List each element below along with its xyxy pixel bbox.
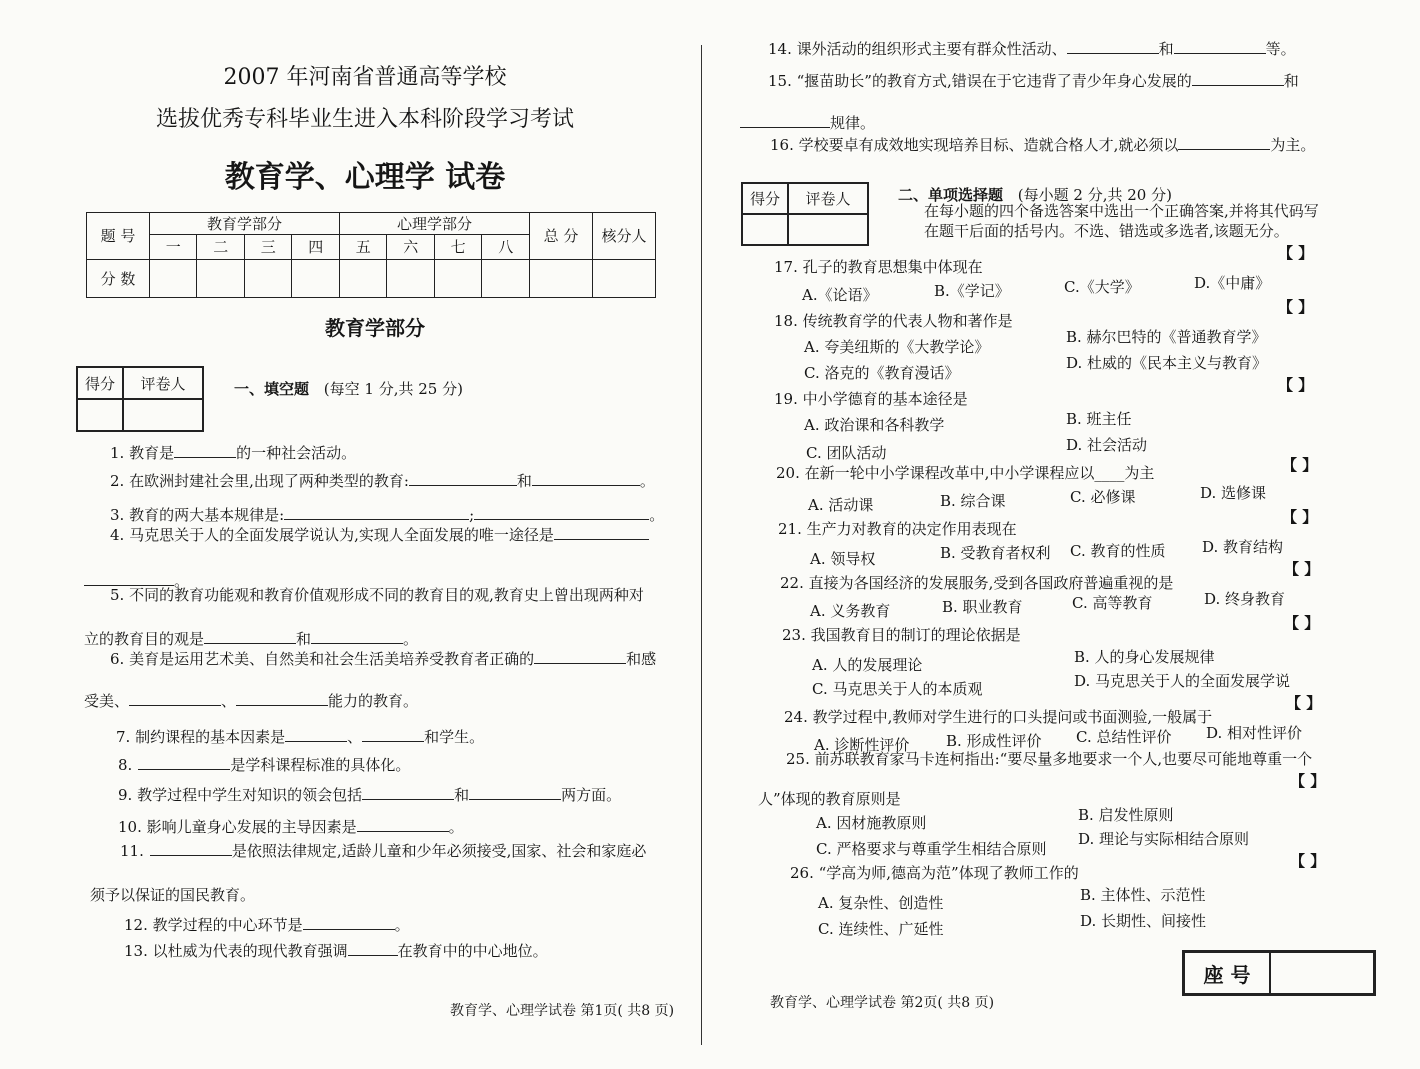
footer-right: 教育学、心理学试卷 第2页( 共8 页) (770, 995, 995, 1011)
choice-q23-b[interactable]: B. 人的身心发展规律 (1074, 648, 1215, 666)
fill-q11 (120, 840, 646, 861)
q15-end: 规律。 (830, 114, 876, 132)
q9-text: 9. 教学过程中学生对知识的领会包括 (118, 786, 363, 804)
q9-and: 和 (454, 786, 470, 804)
answer-blank[interactable] (409, 484, 517, 486)
choice-q21-stem: 21. 生产力对教育的决定作用表现在 (778, 520, 1017, 538)
choice-q22-stem: 22. 直接为各国经济的发展服务,受到各国政府普遍重视的是 (780, 574, 1174, 592)
seat-number-cell[interactable] (1270, 952, 1374, 994)
q7-text: 7. 制约课程的基本因素是 (116, 728, 286, 746)
fill-q9 (118, 784, 621, 805)
choice-q25-d[interactable]: D. 理论与实际相结合原则 (1078, 830, 1250, 848)
grader-grader-cell (788, 214, 868, 245)
score-table-score-label: 分 数 (87, 259, 150, 297)
page-divider (701, 45, 702, 1045)
score-table-num: 四 (292, 235, 340, 259)
answer-bracket[interactable]: 【 】 (1290, 772, 1326, 790)
choice-q18-a[interactable]: A. 夸美纽斯的《大教学论》 (804, 338, 990, 356)
choice-q23-stem: 23. 我国教育目的制订的理论依据是 (782, 626, 1021, 644)
answer-blank[interactable] (150, 854, 232, 856)
choice-q24-stem: 24. 教学过程中,教师对学生进行的口头提问或书面测验,一般属于 (784, 708, 1213, 726)
choice-q19-b[interactable]: B. 班主任 (1066, 410, 1132, 428)
answer-blank[interactable] (1174, 52, 1266, 54)
score-table-total: 总 分 (530, 213, 593, 260)
answer-bracket[interactable]: 【 】 (1290, 852, 1326, 870)
choice-q25-c[interactable]: C. 严格要求与尊重学生相结合原则 (816, 840, 1047, 858)
answer-blank[interactable] (474, 518, 649, 520)
choice-q24-a[interactable]: A. 诊断性评价 (814, 736, 910, 754)
q2-end: 。 (639, 472, 655, 490)
answer-blank[interactable] (554, 538, 649, 540)
score-cell (593, 259, 656, 297)
answer-bracket[interactable]: 【 】 (1278, 376, 1314, 394)
choice-q24-d[interactable]: D. 相对性评价 (1206, 724, 1303, 742)
score-table-num: 八 (482, 235, 530, 259)
choice-q19-c[interactable]: C. 团队活动 (806, 444, 887, 462)
answer-blank[interactable] (284, 518, 469, 520)
answer-blank[interactable] (236, 704, 328, 706)
q1-text: 1. 教育是 (110, 444, 175, 462)
section-title-education: 教育学部分 (325, 316, 425, 340)
answer-blank[interactable] (362, 740, 424, 742)
fill-q6-cont (84, 690, 418, 711)
choice-q22-b[interactable]: B. 职业教育 (942, 598, 1023, 616)
q2-and: 和 (516, 472, 532, 490)
grader-grader-label: 评卷人 (123, 367, 203, 399)
answer-blank[interactable] (469, 798, 561, 800)
choice-q17-b[interactable]: B.《学记》 (934, 282, 1010, 300)
score-cell (434, 259, 481, 297)
answer-blank[interactable] (303, 928, 395, 930)
part1-title: 一、填空题 (234, 380, 310, 398)
fill-q14 (768, 38, 1296, 59)
choice-q24-b[interactable]: B. 形成性评价 (946, 732, 1042, 750)
q6-text: 6. 美育是运用艺术美、自然美和社会生活美培养受教育者正确的 (110, 650, 535, 668)
answer-blank[interactable] (1178, 148, 1270, 150)
answer-blank[interactable] (311, 642, 403, 644)
q14-and: 和 (1158, 40, 1174, 58)
grader-box-left (76, 366, 204, 432)
score-table-num: 一 (150, 235, 197, 259)
fill-q7 (116, 726, 484, 747)
choice-q25-stem-cont: 人”体现的教育原则是 (758, 790, 901, 808)
part2-title: 二、单项选择题 (898, 186, 1004, 204)
q13-end: 在教育中的中心地位。 (397, 942, 548, 960)
choice-q21-d[interactable]: D. 教育结构 (1202, 538, 1284, 556)
choice-q18-d[interactable]: D. 杜威的《民本主义与教育》 (1066, 354, 1268, 372)
fill-q12 (124, 914, 410, 935)
answer-blank[interactable] (174, 456, 236, 458)
q6-end: 能力的教育。 (328, 692, 419, 710)
grader-score-cell (77, 399, 123, 431)
choice-q24-c[interactable]: C. 总结性评价 (1076, 728, 1172, 746)
q14-text: 14. 课外活动的组织形式主要有群众性活动、 (768, 40, 1067, 58)
q13-text: 13. 以杜威为代表的现代教育强调 (124, 942, 348, 960)
q2-text: 2. 在欧洲封建社会里,出现了两种类型的教育: (110, 472, 409, 490)
q4-text: 4. 马克思关于人的全面发展学说认为,实现人全面发展的唯一途径是 (110, 526, 554, 544)
q10-end: 。 (448, 818, 464, 836)
q15-text: 15. “揠苗助长”的教育方式,错误在于它违背了青少年身心发展的 (768, 72, 1192, 90)
answer-bracket[interactable]: 【 】 (1278, 298, 1314, 316)
q10-text: 10. 影响儿童身心发展的主导因素是 (118, 818, 357, 836)
q3-sep: ; (469, 506, 475, 524)
score-table-question-label: 题 号 (87, 213, 150, 260)
choice-q20-b[interactable]: B. 综合课 (940, 492, 1006, 510)
choice-q26-d[interactable]: D. 长期性、间接性 (1080, 912, 1207, 930)
q9-end: 两方面。 (561, 786, 622, 804)
fill-q10 (118, 816, 464, 837)
score-cell (244, 259, 291, 297)
fill-q15 (768, 70, 1299, 91)
answer-bracket[interactable]: 【 】 (1278, 244, 1314, 262)
part2-note: (每小题 2 分,共 20 分) (1017, 186, 1172, 204)
answer-blank[interactable] (534, 662, 626, 664)
q15-and: 和 (1283, 72, 1299, 90)
grader-score-label: 得分 (742, 183, 788, 214)
exam-header-line2: 选拔优秀专科毕业生进入本科阶段学习考试 (155, 107, 574, 132)
grader-grader-label: 评卷人 (788, 183, 868, 214)
q5-end: 。 (403, 630, 419, 648)
choice-q18-c[interactable]: C. 洛克的《教育漫话》 (804, 364, 960, 382)
answer-bracket[interactable]: 【 】 (1284, 560, 1320, 578)
part2-desc-line2: 在题干后面的括号内。不选、错选或多选者,该题无分。 (924, 222, 1289, 240)
choice-q21-c[interactable]: C. 教育的性质 (1070, 542, 1166, 560)
choice-q21-b[interactable]: B. 受教育者权利 (940, 544, 1051, 562)
score-table-num: 七 (434, 235, 481, 259)
answer-bracket[interactable]: 【 】 (1286, 694, 1322, 712)
answer-bracket[interactable]: 【 】 (1282, 508, 1318, 526)
grader-box-right (741, 182, 869, 246)
answer-blank[interactable] (357, 830, 449, 832)
choice-q25-a[interactable]: A. 因材施教原则 (816, 814, 927, 832)
score-cell (482, 259, 530, 297)
score-table-edu-group: 教育学部分 (150, 213, 340, 235)
answer-bracket[interactable]: 【 】 (1282, 456, 1318, 474)
choice-q20-c[interactable]: C. 必修课 (1070, 488, 1136, 506)
choice-q17-a[interactable]: A.《论语》 (802, 286, 878, 304)
choice-q22-d[interactable]: D. 终身教育 (1204, 590, 1286, 608)
choice-q23-c[interactable]: C. 马克思关于人的本质观 (812, 680, 983, 698)
exam-header-line1: 2007 年河南省普通高等学校 (223, 65, 507, 90)
choice-q26-a[interactable]: A. 复杂性、创造性 (818, 894, 944, 912)
answer-blank[interactable] (129, 704, 221, 706)
q5-text: 立的教育目的观是 (84, 630, 205, 648)
score-cell (197, 259, 244, 297)
choice-q20-d[interactable]: D. 选修课 (1200, 484, 1267, 502)
q6-sep: 、 (221, 692, 237, 710)
answer-blank[interactable] (740, 126, 830, 128)
choice-q26-c[interactable]: C. 连续性、广延性 (818, 920, 944, 938)
answer-blank[interactable] (138, 768, 230, 770)
score-table-num: 五 (339, 235, 386, 259)
choice-q23-d[interactable]: D. 马克思关于人的全面发展学说 (1074, 672, 1291, 690)
answer-blank[interactable] (532, 484, 640, 486)
answer-blank[interactable] (362, 798, 454, 800)
choice-q19-d[interactable]: D. 社会活动 (1066, 436, 1148, 454)
fill-q2 (110, 470, 655, 491)
fill-q16 (770, 134, 1315, 155)
score-cell (530, 259, 593, 297)
answer-blank[interactable] (1192, 84, 1284, 86)
score-table-psy-group: 心理学部分 (339, 213, 529, 235)
choice-q26-stem: 26. “学高为师,德高为范”体现了教师工作的 (790, 864, 1079, 882)
fill-q15-cont (740, 112, 875, 133)
answer-blank[interactable] (204, 642, 296, 644)
exam-title: 教育学、心理学 试卷 (224, 160, 506, 195)
q16-end: 为主。 (1270, 136, 1316, 154)
grader-score-label: 得分 (77, 367, 123, 399)
score-table (86, 212, 656, 298)
answer-blank[interactable] (348, 954, 398, 956)
score-table-num: 六 (387, 235, 434, 259)
fill-q5-cont (84, 628, 418, 649)
q6-and: 和感 (626, 650, 657, 668)
q3-text: 3. 教育的两大基本规律是: (110, 506, 285, 524)
choice-q20-stem: 20. 在新一轮中小学课程改革中,中小学课程应以____为主 (776, 464, 1155, 482)
choice-q23-a[interactable]: A. 人的发展理论 (812, 656, 923, 674)
fill-q3 (110, 504, 664, 525)
q12-end: 。 (394, 916, 410, 934)
choice-q19-stem: 19. 中小学德育的基本途径是 (774, 390, 968, 408)
choice-q26-b[interactable]: B. 主体性、示范性 (1080, 886, 1206, 904)
choice-q18-stem: 18. 传统教育学的代表人物和著作是 (774, 312, 1013, 330)
score-table-num: 三 (244, 235, 291, 259)
choice-q22-c[interactable]: C. 高等教育 (1072, 594, 1153, 612)
score-cell (387, 259, 434, 297)
fill-q5: 5. 不同的教育功能观和教育价值观形成不同的教育目的观,教育史上曾出现两种对 (110, 586, 644, 604)
score-table-checker: 核分人 (593, 213, 656, 260)
score-table-num: 二 (197, 235, 244, 259)
choice-q18-b[interactable]: B. 赫尔巴特的《普通教育学》 (1066, 328, 1267, 346)
choice-q25-stem: 25. 前苏联教育家马卡连柯指出:“要尽量多地要求一个人,也要尽可能地尊重一个 (786, 750, 1313, 768)
choice-q17-d[interactable]: D.《中庸》 (1194, 274, 1271, 292)
q7-end: 和学生。 (424, 728, 485, 746)
q8-text: 8. (118, 756, 133, 774)
score-cell (150, 259, 197, 297)
fill-q11-cont: 须予以保证的国民教育。 (90, 886, 256, 904)
q14-end: 等。 (1265, 40, 1296, 58)
q1-text-end: 的一种社会活动。 (236, 444, 357, 462)
q11-text: 11. (120, 842, 144, 860)
answer-bracket[interactable]: 【 】 (1284, 614, 1320, 632)
fill-q13 (124, 940, 548, 961)
choice-q22-a[interactable]: A. 义务教育 (810, 602, 891, 620)
choice-q25-b[interactable]: B. 启发性原则 (1078, 806, 1174, 824)
grader-grader-cell (123, 399, 203, 431)
grader-score-cell (742, 214, 788, 245)
q6-text2: 受美、 (84, 692, 130, 710)
score-cell (292, 259, 340, 297)
choice-q20-a[interactable]: A. 活动课 (808, 496, 874, 514)
q5-and: 和 (296, 630, 312, 648)
seat-number-label: 座 号 (1184, 952, 1270, 994)
fill-q4 (110, 524, 649, 545)
part2-desc-line1: 在每小题的四个备选答案中选出一个正确答案,并将其代码写 (924, 202, 1319, 220)
answer-blank[interactable] (285, 740, 347, 742)
q4-end: 。 (174, 572, 190, 590)
q11-text2: 是依照法律规定,适龄儿童和少年必须接受,国家、社会和家庭必 (231, 842, 647, 860)
part1-heading (234, 378, 463, 399)
q3-end: 。 (649, 506, 665, 524)
fill-q6 (110, 648, 656, 669)
q16-text: 16. 学校要卓有成效地实现培养目标、造就合格人才,就必须以 (770, 136, 1179, 154)
footer-left: 教育学、心理学试卷 第1页( 共8 页) (450, 1003, 675, 1019)
q12-text: 12. 教学过程的中心环节是 (124, 916, 303, 934)
q7-sep: 、 (347, 728, 363, 746)
fill-q8 (118, 754, 410, 775)
q8-end: 是学科课程标准的具体化。 (230, 756, 411, 774)
choice-q21-a[interactable]: A. 领导权 (810, 550, 876, 568)
score-cell (339, 259, 386, 297)
choice-q19-a[interactable]: A. 政治课和各科教学 (804, 416, 945, 434)
answer-blank[interactable] (1067, 52, 1159, 54)
seat-number-box (1182, 950, 1376, 996)
part1-note: (每空 1 分,共 25 分) (323, 380, 463, 398)
fill-q1 (110, 442, 356, 463)
choice-q17-c[interactable]: C.《大学》 (1064, 278, 1140, 296)
choice-q17-stem: 17. 孔子的教育思想集中体现在 (774, 258, 983, 276)
